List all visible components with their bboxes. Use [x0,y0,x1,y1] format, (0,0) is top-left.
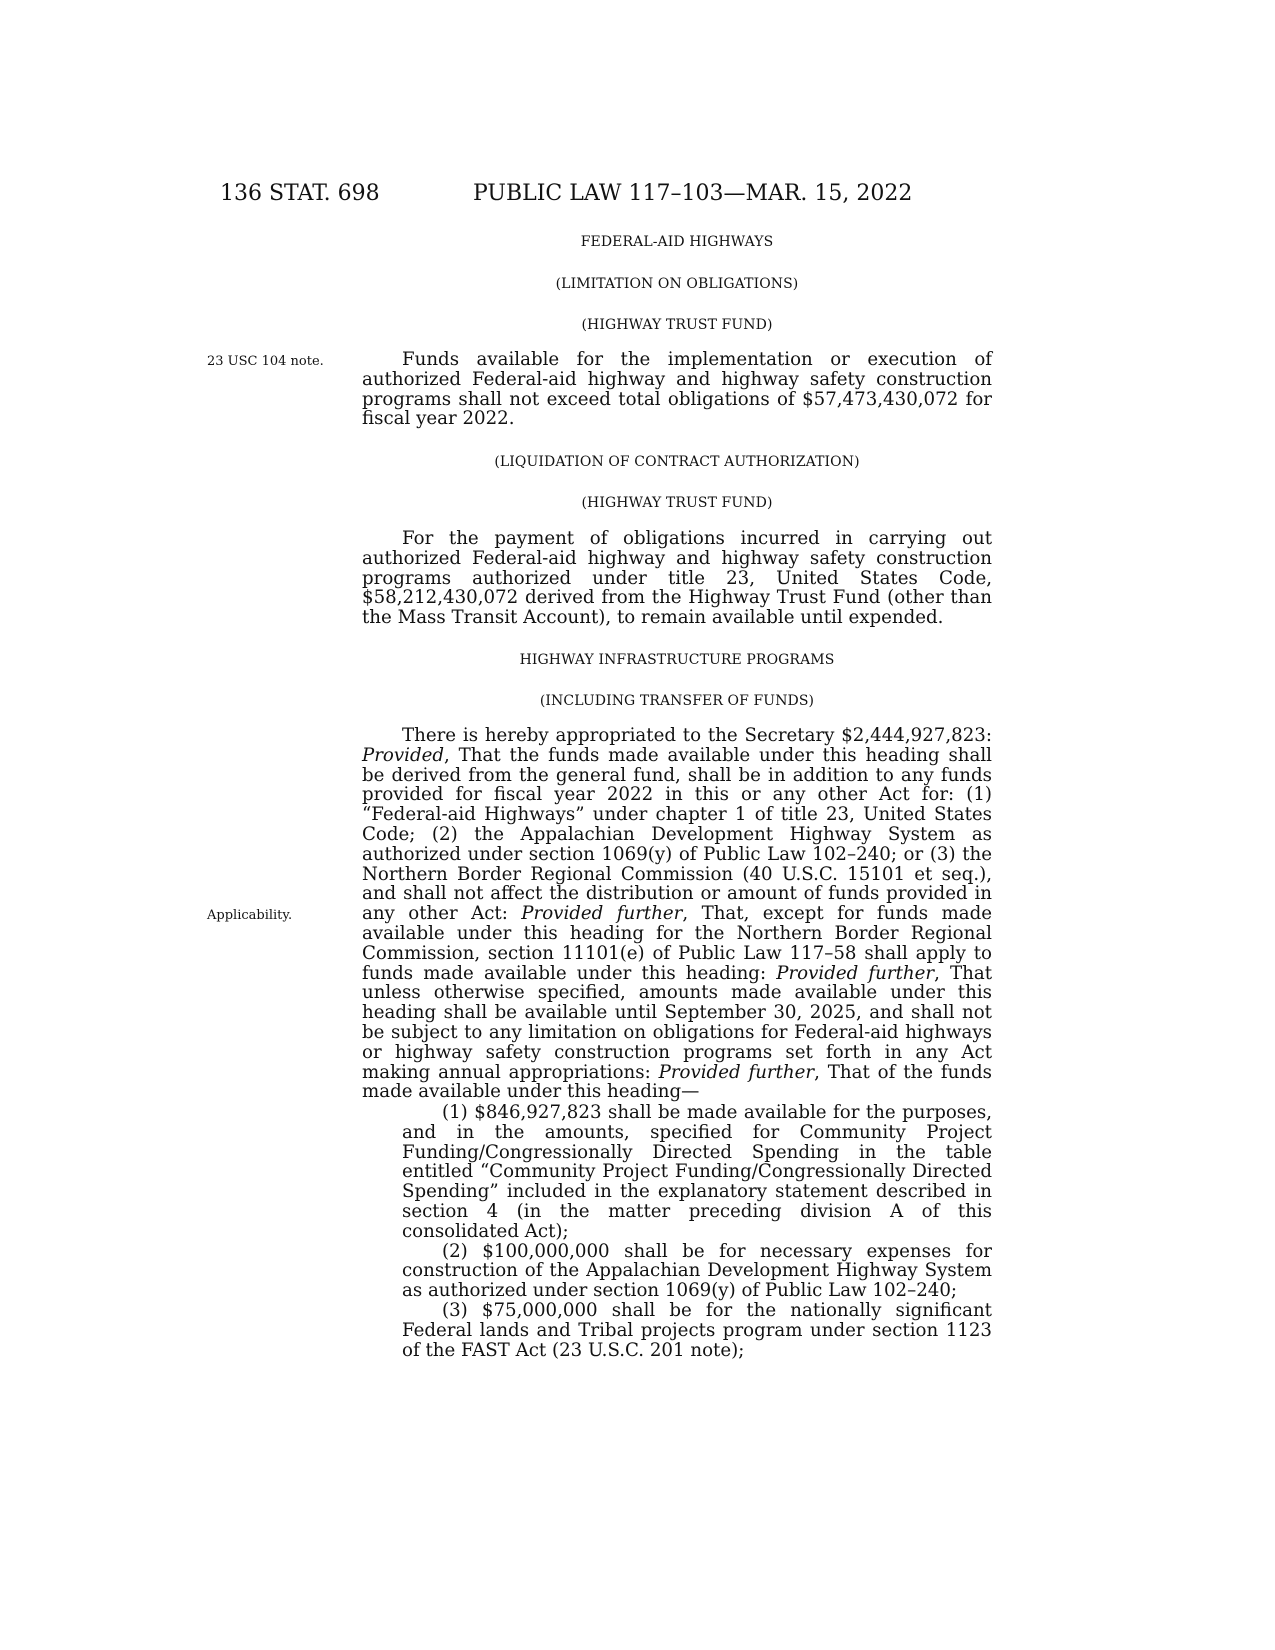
infra-text-2: , That the funds made available under this heading shall be derived from the general fund, shall be in addition to any funds provided for fiscal year 2022 in this or any other Act for: (1) “Federal-aid Highways” under chapter 1 of title 23, United States Code; (2) the Appalachian Development Highway System as authorized under section 1069(y) of Public Law 102–240; or (3) the Northern Border Regional Commission (40 U.S.C. 15101 et seq.), and shall not affect the distribution or amount of funds provided in any other Act: [362,744,992,925]
heading-highway-trust-fund-2: (HIGHWAY TRUST FUND) [581,495,773,511]
infra-text-4: , That unless otherwise specified, amounts made available under this heading shall be available until September 30, 2025, and shall not be subject to any limitation on obligations for Federal-aid highways or highway safety construction programs set forth in any Act making annual appropriations: [362,962,993,1083]
provided-further-proviso: Provided further [776,962,935,984]
provided-further-proviso: Provided further [521,903,683,925]
statute-page-number: 136 STAT. 698 [220,181,380,206]
list-item: (3) $75,000,000 shall be for the nationally significant Federal lands and Tribal projects program under section 1123 of the FAST Act (23 U.S.C. 201 note); [402,1299,992,1361]
margin-note-usc: 23 USC 104 note. [207,354,324,369]
heading-federal-aid-highways: FEDERAL-AID HIGHWAYS [580,234,774,250]
list-item: (1) $846,927,823 shall be made available for the purposes, and in the amounts, specified for Community Project Funding/Congressionally Directed Spending in the table entitled “Community Project Funding/Congressionally Directed Spending” included in the explanatory statement described in section 4 (in the matter preceding division A of this consolidated Act); [402,1102,992,1242]
infra-text-1: There is hereby appropriated to the Secretary $2,444,927,823: [402,725,992,746]
heading-including-transfer-of-funds: (INCLUDING TRANSFER OF FUNDS) [539,693,815,709]
limitation-paragraph: Funds available for the implementation or execution of authorized Federal-aid highway and highway safety construction programs shall not exceed total obligations of $57,473,430,072 for fiscal year 2022. [362,349,992,430]
heading-highway-infrastructure-programs: HIGHWAY INFRASTRUCTURE PROGRAMS [519,652,835,668]
infra-text-5: , That of the funds made available under this heading— [362,1061,992,1103]
heading-liquidation-of-contract-authorization: (LIQUIDATION OF CONTRACT AUTHORIZATION) [494,454,860,470]
funding-list [402,1103,992,1360]
margin-note-applicability: Applicability. [207,908,293,923]
provided-further-proviso: Provided further [658,1061,815,1083]
public-law-header: PUBLIC LAW 117–103—MAR. 15, 2022 [473,181,913,206]
infrastructure-section [362,726,992,1102]
liquidation-section [362,529,992,628]
provided-proviso: Provided [362,744,445,766]
infrastructure-paragraph [362,726,992,1102]
heading-limitation-on-obligations: (LIMITATION ON OBLIGATIONS) [555,276,799,292]
heading-highway-trust-fund: (HIGHWAY TRUST FUND) [581,317,773,333]
limitation-section [362,350,992,429]
list-item: (2) $100,000,000 shall be for necessary expenses for construction of the Appalachian Development Highway System as authorized under section 1069(y) of Public Law 102–240; [402,1240,992,1302]
infra-text-3: , That, except for funds made available under this heading for the Northern Border Regional Commission, section 11101(e) of Public Law 117–58 shall apply to funds made available under this heading: [362,903,992,984]
liquidation-paragraph: For the payment of obligations incurred in carrying out authorized Federal-aid highway and highway safety construction programs authorized under title 23, United States Code, $58,212,430,072 derived from the Highway Trust Fund (other than the Mass Transit Account), to remain available until expended. [362,528,992,629]
